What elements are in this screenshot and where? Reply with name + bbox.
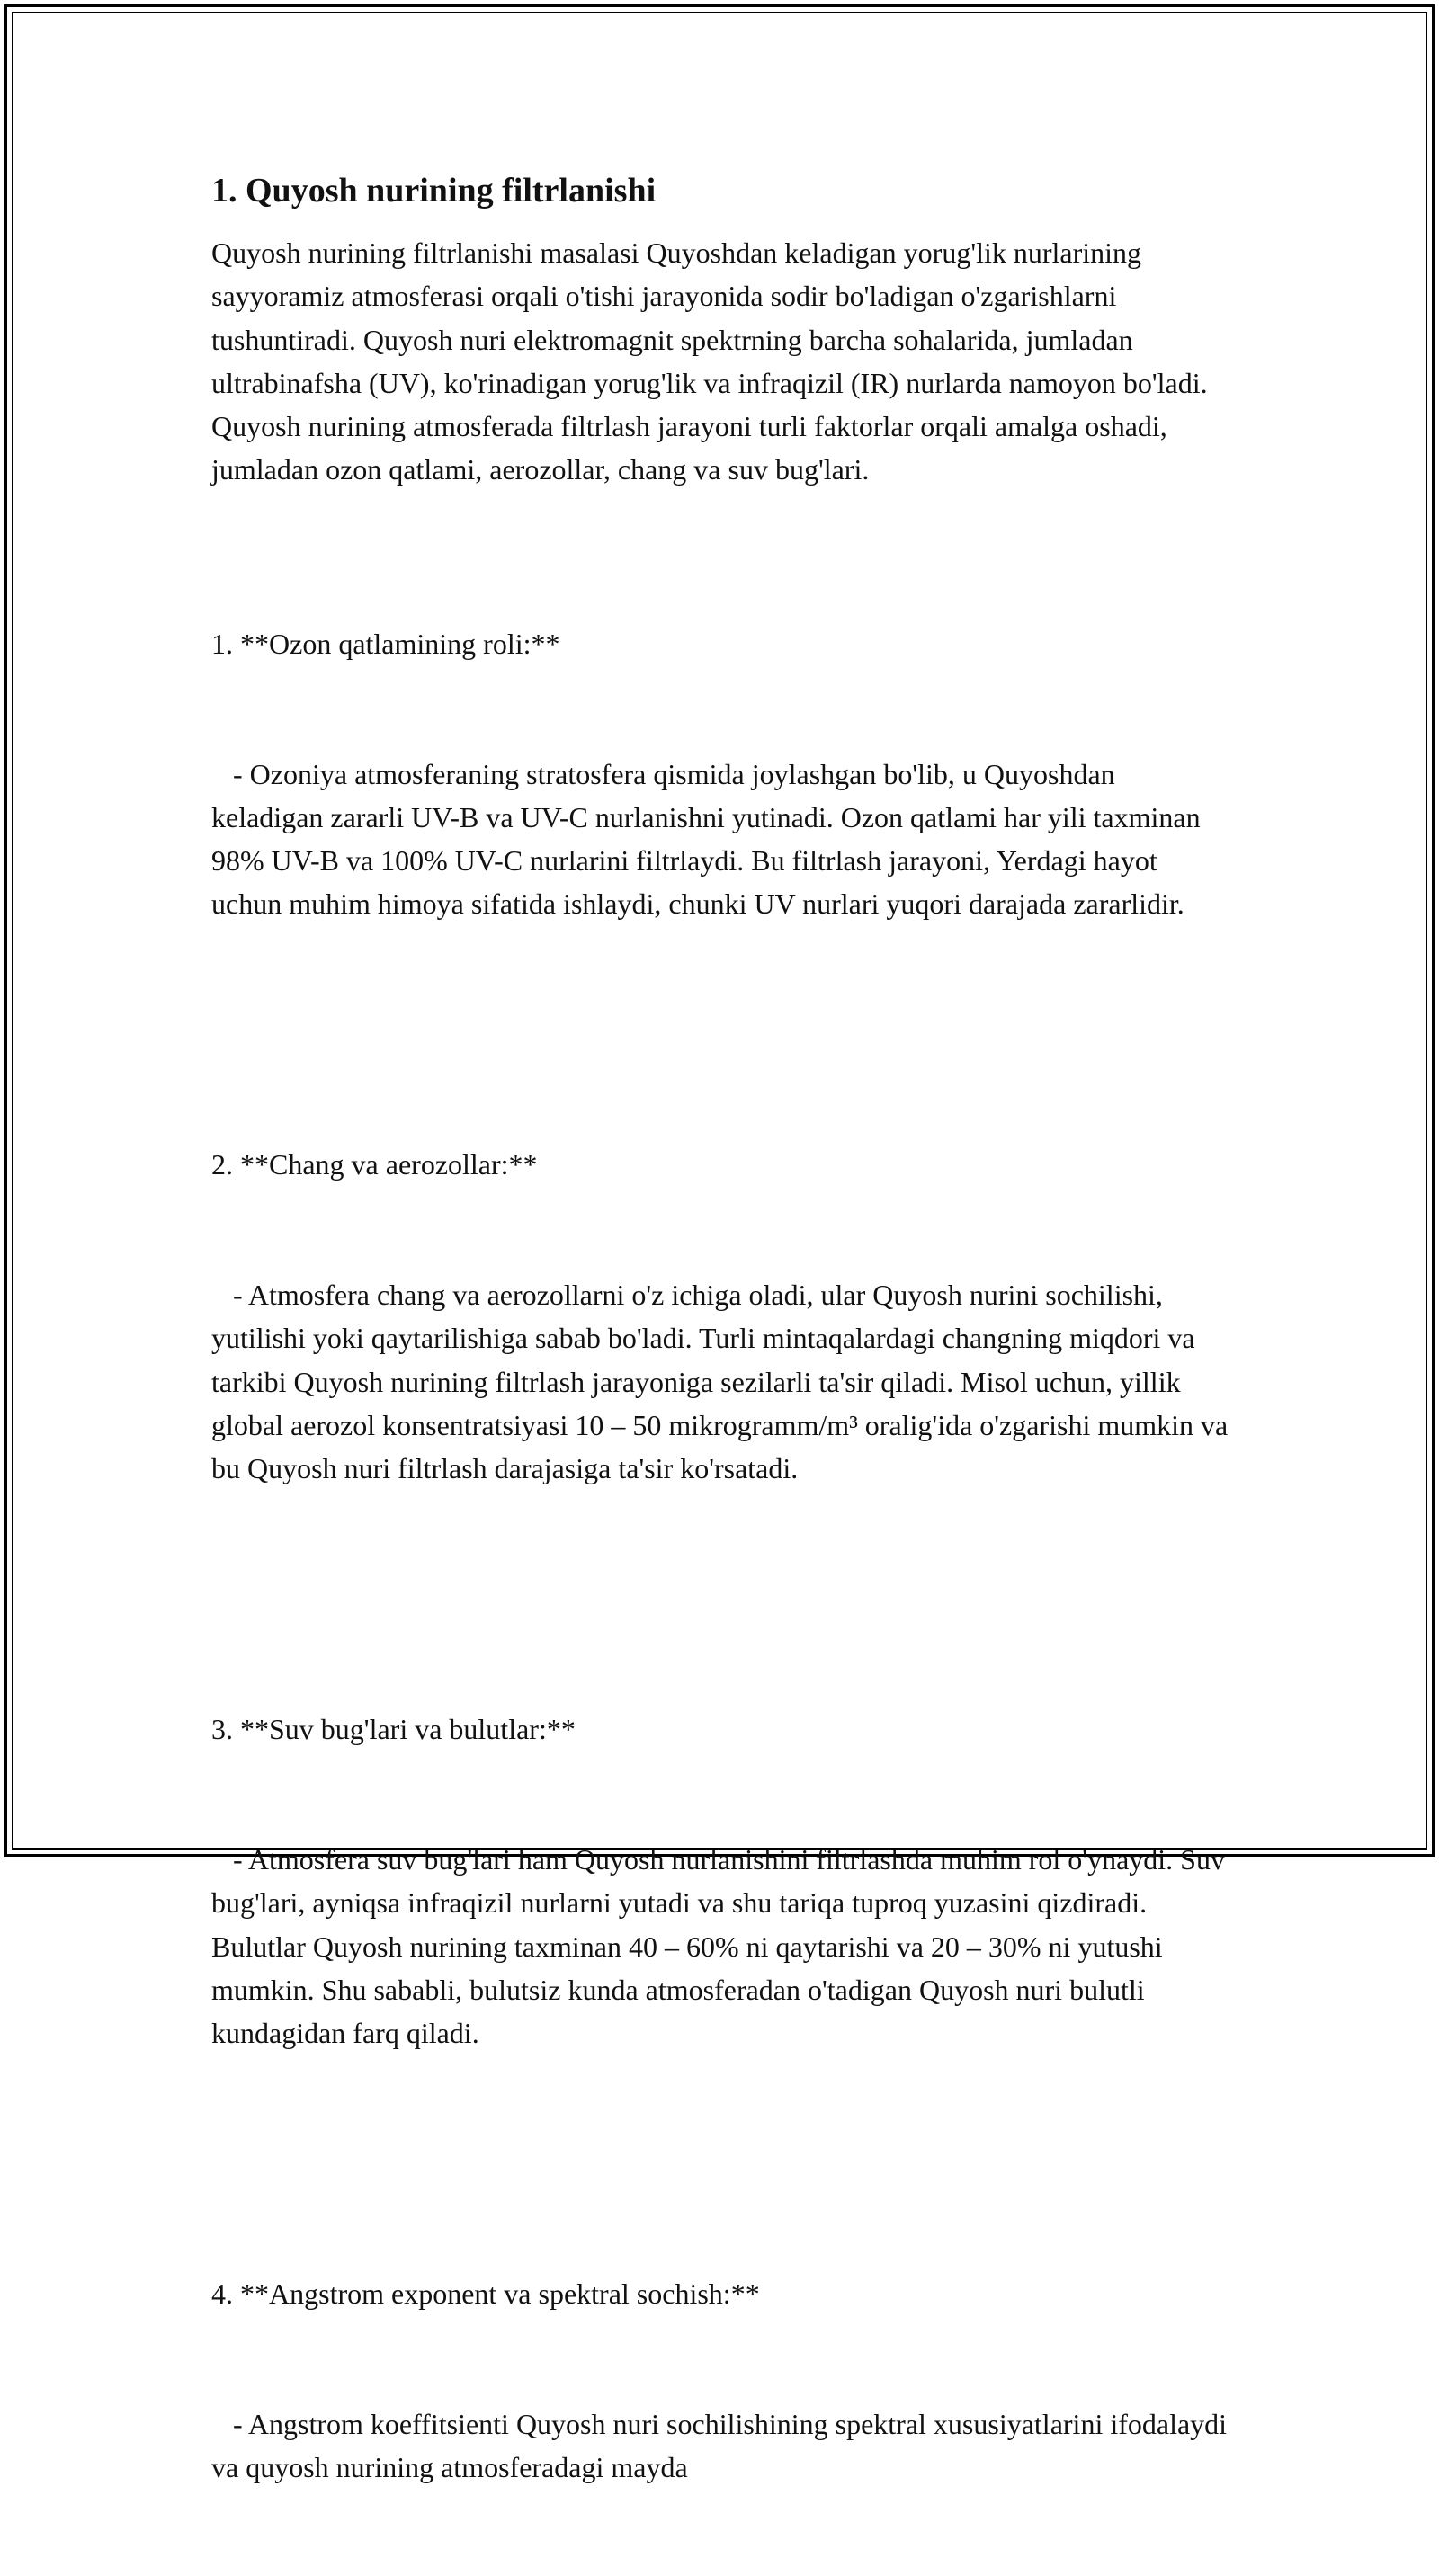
list-item-text: - Angstrom koeffitsienti Quyosh nuri sochilishining spektral xususiyatlarini ifodalaydi va quyosh nurining atmosferadagi mayda (211, 2407, 1235, 2484)
list-item-text: - Atmosfera suv bug'lari ham Quyosh nurlanishini filtrlashda muhim rol o'ynaydi. Suv bug'lari, ayniqsa infraqizil nurlarni yutadi va shu tariqa tuproq yuzasini qizdiradi. Bulutlar Quyosh nurining taxminan 40 – 60% ni qaytarishi va 20 – 30% ni yutushi mumkin. Shu sababli, bulutsiz kunda atmosferadan o'tadigan Quyosh nuri bulutli kundagidan farq qiladi. (211, 1842, 1232, 2050)
list-item-dust-aerosols (211, 1056, 1236, 1578)
list-item-title: 4. **Angstrom exponent va spektral sochish:** (211, 2277, 760, 2310)
document-heading: 1. Quyosh nurining filtrlanishi (211, 172, 657, 209)
list-item-ozone (211, 535, 1232, 1012)
list-item-text: - Atmosfera chang va aerozollarni o'z ichiga oladi, ular Quyosh nurini sochilishi, yutilishi yoki qaytarilishiga sabab bo'ladi. Turli mintaqalardagi changning miqdori va tarkibi Quyosh nurining filtrlash jarayoniga sezilarli ta'sir qiladi. Misol uchun, yillik global aerozol konsentratsiyasi 10 – 50 mikrogramm/m³ oralig'ida o'zgarishi mumkin va bu Quyosh nuri filtrlash darajasiga ta'sir ko'rsatadi. (211, 1279, 1236, 1485)
list-item-title: 2. **Chang va aerozollar:** (211, 1148, 538, 1181)
list-item-text: - Ozoniya atmosferaning stratosfera qismida joylashgan bo'lib, u Quyoshdan keladigan zararli UV-B va UV-C nurlanishni yutinadi. Ozon qatlami har yili taxminan 98% UV-B va 100% UV-C nurlarini filtrlaydi. Bu filtrlash jarayoni, Yerdagi hayot uchun muhim himoya sifatida ishlaydi, chunki UV nurlari yuqori darajada zararlidir. (211, 757, 1208, 921)
intro-paragraph: Quyosh nurining filtrlanishi masalasi Quyoshdan keladigan yorug'lik nurlarining sayyoramiz atmosferasi orqali o'tishi jarayonida sodir bo'ladigan o'zgarishlarni tushuntiradi. Quyosh nuri elektromagnit spektrning barcha sohalarida, jumladan ultrabinafsha (UV), ko'rinadigan yorug'lik va infraqizil (IR) nurlarda namoyon bo'ladi. Quyosh nurining atmosferada filtrlash jarayoni turli faktorlar orqali amalga oshadi, jumladan ozon qatlami, aerozollar, chang va suv bug'lari. (211, 236, 1215, 486)
document-body (211, 162, 1236, 2576)
list-item-title: 1. **Ozon qatlamining roli:** (211, 627, 560, 660)
list-item-angstrom (211, 2185, 1235, 2576)
list-item-title: 3. **Suv bug'lari va bulutlar:** (211, 1713, 576, 1746)
list-item-water-vapor (211, 1621, 1232, 2143)
